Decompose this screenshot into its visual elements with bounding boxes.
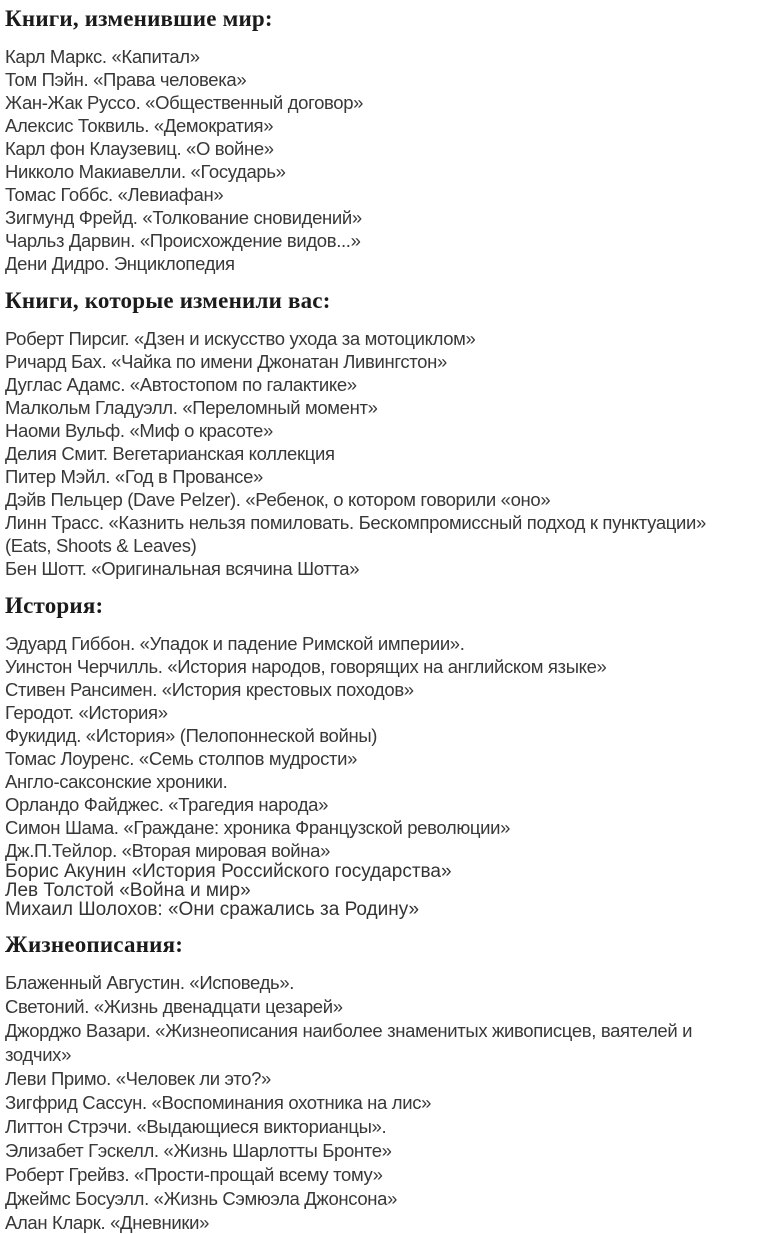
book-line-alt-font: Лев Толстой «Война и мир» — [5, 880, 251, 901]
book-line: Томас Гоббс. «Левиафан» — [5, 184, 224, 205]
section-heading: Книги, которые изменили вас: — [5, 288, 331, 313]
book-line: Ричард Бах. «Чайка по имени Джонатан Ливингстон» — [5, 351, 447, 372]
book-line: Дуглас Адамс. «Автостопом по галактике» — [5, 374, 357, 395]
book-line: Фукидид. «История» (Пелопоннеской войны) — [5, 725, 378, 746]
book-line: Уинстон Черчилль. «История народов, говорящих на английском языке» — [5, 656, 607, 677]
section-history — [5, 592, 756, 919]
book-line: Роберт Грейвз. «Прости-прощай всему тому» — [5, 1164, 383, 1185]
book-line-wrap: (Eats, Shoots & Leaves) — [5, 535, 197, 556]
book-line: Чарльз Дарвин. «Происхождение видов...» — [5, 230, 361, 251]
section-heading: История: — [5, 593, 104, 618]
book-line: Наоми Вульф. «Миф о красоте» — [5, 420, 273, 441]
book-line-alt-font: Борис Акунин «История Российского государства» — [5, 861, 452, 882]
book-line: Орландо Файджес. «Трагедия народа» — [5, 794, 329, 815]
book-line: Дэйв Пельцер (Dave Pelzer). «Ребенок, о котором говорили «оно» — [5, 489, 551, 510]
book-line: Светоний. «Жизнь двенадцати цезарей» — [5, 996, 343, 1017]
book-line: Алексис Токвиль. «Демократия» — [5, 115, 274, 136]
book-line: Том Пэйн. «Права человека» — [5, 69, 247, 90]
section-biographies — [5, 931, 756, 1234]
book-line: Элизабет Гэскелл. «Жизнь Шарлотты Бронте» — [5, 1140, 392, 1161]
book-line: Бен Шотт. «Оригинальная всячина Шотта» — [5, 558, 360, 579]
book-line: Томас Лоуренс. «Семь столпов мудрости» — [5, 748, 358, 769]
book-line: Эдуард Гиббон. «Упадок и падение Римской империи». — [5, 633, 465, 654]
section-books-changed-you — [5, 287, 756, 580]
book-line: Делия Смит. Вегетарианская коллекция — [5, 443, 335, 464]
book-line: Геродот. «История» — [5, 702, 168, 723]
book-line: Алан Кларк. «Дневники» — [5, 1212, 210, 1233]
section-books-changed-world — [5, 5, 756, 275]
book-line: Никколо Макиавелли. «Государь» — [5, 161, 286, 182]
book-line-wrap: Джорджо Вазари. «Жизнеописания наиболее знаменитых живописцев, ваятелей и — [5, 1020, 693, 1041]
book-line: Симон Шама. «Граждане: хроника Французской революции» — [5, 817, 511, 838]
book-line: Англо-саксонские хроники. — [5, 771, 228, 792]
book-line: Зигфрид Сассун. «Воспоминания охотника на лис» — [5, 1092, 432, 1113]
book-line: Дж.П.Тейлор. «Вторая мировая война» — [5, 840, 331, 861]
book-line: Роберт Пирсиг. «Дзен и искусство ухода за мотоциклом» — [5, 328, 476, 349]
book-line: Карл фон Клаузевиц. «О войне» — [5, 138, 274, 159]
book-line: Джеймс Босуэлл. «Жизнь Сэмюэла Джонсона» — [5, 1188, 398, 1209]
book-line: Карл Маркс. «Капитал» — [5, 46, 200, 67]
book-line: Питер Мэйл. «Год в Провансе» — [5, 466, 263, 487]
section-heading: Жизнеописания: — [5, 932, 184, 957]
book-line: Леви Примо. «Человек ли это?» — [5, 1068, 271, 1089]
book-line: Зигмунд Фрейд. «Толкование сновидений» — [5, 207, 362, 228]
book-line: Дени Дидро. Энциклопедия — [5, 253, 235, 274]
book-line: Малкольм Гладуэлл. «Переломный момент» — [5, 397, 378, 418]
section-heading: Книги, изменившие мир: — [5, 6, 273, 31]
book-line: Жан-Жак Руссо. «Общественный договор» — [5, 92, 364, 113]
book-line: Стивен Рансимен. «История крестовых походов» — [5, 679, 414, 700]
book-line: Литтон Стрэчи. «Выдающиеся викторианцы». — [5, 1116, 387, 1137]
book-line-alt-font: Михаил Шолохов: «Они сражались за Родину» — [5, 899, 420, 920]
book-line-wrap-continuation: зодчих» — [5, 1044, 72, 1065]
book-line: Линн Трасс. «Казнить нельзя помиловать. Бескомпромиссный подход к пунктуации» — [5, 512, 706, 533]
book-line: Блаженный Августин. «Исповедь». — [5, 972, 295, 993]
